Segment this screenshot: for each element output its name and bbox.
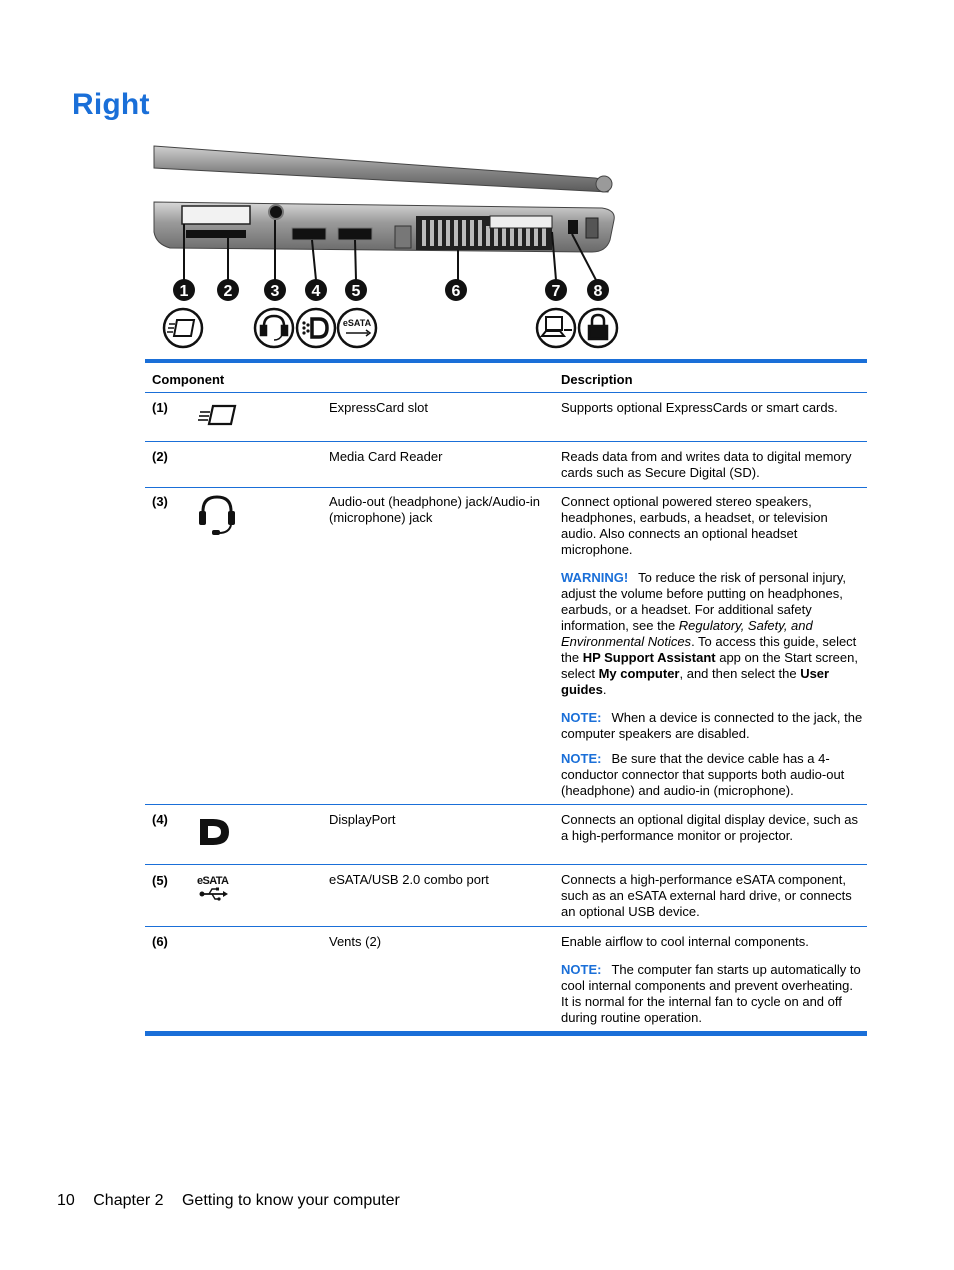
components-table <box>145 359 867 1036</box>
row-number: (3) <box>152 494 168 509</box>
component-description: Connects a high-performance eSATA component, such as an eSATA external hard drive, or connects an optional USB device. <box>561 872 852 919</box>
callout-5 <box>345 279 367 301</box>
svg-text:eSATA: eSATA <box>342 318 372 328</box>
header-description: Description <box>561 372 633 387</box>
audio-jack <box>269 205 283 219</box>
docking-connector <box>490 216 552 228</box>
displayport-icon <box>297 309 335 347</box>
svg-text:2: 2 <box>223 283 233 300</box>
callout-7 <box>545 279 567 301</box>
callout-3 <box>264 279 286 301</box>
note: NOTE: Be sure that the device cable has a 4-conductor connector that supports both audio-out (headphone) and audio-in (microphone). <box>561 751 845 798</box>
svg-text:3: 3 <box>270 283 280 300</box>
svg-text:8: 8 <box>593 283 603 300</box>
component-name: Media Card Reader <box>329 449 443 464</box>
expresscard-slot <box>182 206 250 224</box>
expresscard-icon <box>197 402 237 428</box>
table-row <box>145 927 867 1032</box>
table-header <box>145 363 867 393</box>
header-component: Component <box>152 372 225 387</box>
lock-icon <box>579 309 617 347</box>
laptop-right-side-figure <box>140 140 630 352</box>
row-number: (5) <box>152 873 168 888</box>
component-description: Enable airflow to cool internal components. NOTE: The computer fan starts up automatically to cool internal components and prevent overheating. It is normal for the internal fan to cycle on and off during routine operation. <box>561 934 863 1026</box>
svg-text:1: 1 <box>179 283 189 300</box>
row-number: (4) <box>152 812 168 827</box>
chapter-label: Chapter 2 <box>93 1192 164 1209</box>
table-row <box>145 393 867 442</box>
svg-text:6: 6 <box>451 283 461 300</box>
callouts <box>173 279 609 301</box>
esata-usb-icon <box>197 873 233 903</box>
callout-1 <box>173 279 195 301</box>
table-bottom-rule <box>145 1032 867 1036</box>
warning-note: WARNING! To reduce the risk of personal injury, adjust the volume before putting on headphones, earbuds, or a headset. For additional safety information, see the Regulatory, Safety, and Environmental Notices. To access this guide, select the HP Support Assistant app on the Start screen, select My computer, and then select the User guides. <box>561 570 858 697</box>
media-card-reader <box>186 230 246 238</box>
svg-text:5: 5 <box>351 283 361 300</box>
component-description: Reads data from and writes data to digital memory cards such as Secure Digital (SD). <box>561 449 852 480</box>
callout-6 <box>445 279 467 301</box>
svg-text:7: 7 <box>551 283 561 300</box>
table-row <box>145 805 867 865</box>
laptop-icon <box>537 309 575 347</box>
page-title: Right <box>72 88 150 121</box>
component-name: eSATA/USB 2.0 combo port <box>329 872 489 887</box>
row-number: (6) <box>152 934 168 949</box>
esata-port <box>338 228 372 240</box>
hinge <box>596 176 612 192</box>
displayport-icon <box>197 815 233 849</box>
displayport-port <box>292 228 326 240</box>
page-footer <box>57 1192 400 1210</box>
expresscard-icon <box>164 309 202 347</box>
callout-4 <box>305 279 327 301</box>
table-row <box>145 442 867 488</box>
svg-text:eSATA: eSATA <box>197 875 229 887</box>
callout-8 <box>587 279 609 301</box>
component-description: Connects an optional digital display device, such as a high-performance monitor or projector. <box>561 812 859 843</box>
esata-usb-icon <box>338 309 376 347</box>
callout-2 <box>217 279 239 301</box>
page-number: 10 <box>57 1192 75 1209</box>
component-name: DisplayPort <box>329 812 396 827</box>
row-number: (2) <box>152 449 168 464</box>
note: NOTE: The computer fan starts up automatically to cool internal components and prevent overheating. It is normal for the internal fan to cycle on and off during routine operation. <box>561 962 861 1025</box>
svg-text:4: 4 <box>311 283 321 300</box>
laptop-lid <box>154 146 610 192</box>
component-name: Audio-out (headphone) jack/Audio-in (microphone) jack <box>329 494 541 525</box>
component-description: Connect optional powered stereo speakers, headphones, earbuds, a headset, or television audio. Also connects an optional headset microphone. WARNING! To reduce the risk of personal injury, adjust the volume before putting on headphones, earbuds, or a headset. For additional safety information, see the Regulatory, Safety, and Environmental Notices. To access this guide, select the HP Support Assistant app on the Start screen, select My computer, and then select the User guides. NOTE: When a device is connected to the jack, the computer speakers are disabled. NOTE: Be sure that the device cable has a 4-conductor connector that supports both audio-out (headphone) and audio-in (microphone). <box>561 494 863 798</box>
security-cable-slot <box>568 220 578 234</box>
component-name: ExpressCard slot <box>329 400 428 415</box>
table-row <box>145 488 867 805</box>
component-description: Supports optional ExpressCards or smart cards. <box>561 400 838 415</box>
chapter-title: Getting to know your computer <box>181 1192 400 1209</box>
note: NOTE: When a device is connected to the jack, the computer speakers are disabled. <box>561 710 863 741</box>
component-name: Vents (2) <box>329 934 382 949</box>
row-number: (1) <box>152 400 168 415</box>
table-row <box>145 865 867 927</box>
headphone-icon <box>197 493 237 537</box>
headphone-icon <box>255 309 293 347</box>
